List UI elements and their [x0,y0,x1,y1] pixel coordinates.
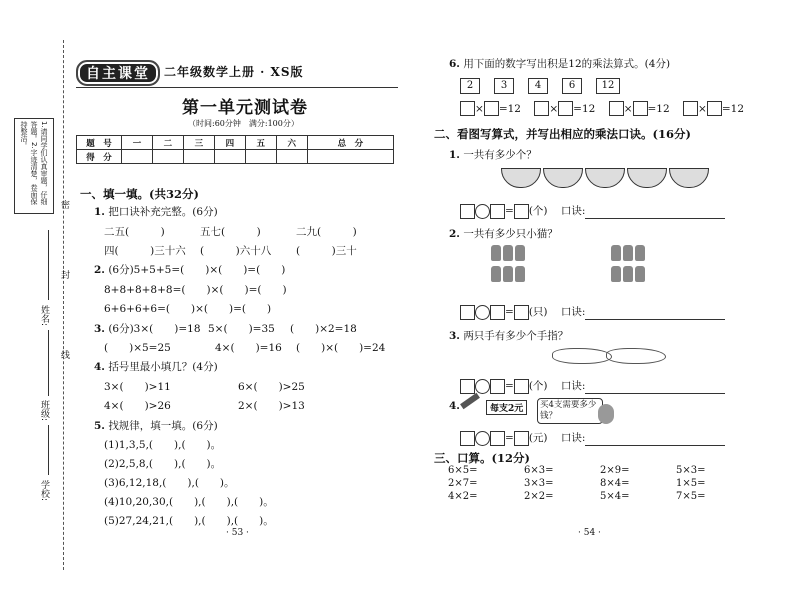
p1-heading [449,147,537,162]
number-card: 6 [562,78,582,94]
number-card: 2 [460,78,480,94]
score-header-cell: 四 [214,136,245,150]
class-label: 班级: [39,400,49,422]
p3-answer-row: = (个) 口诀: [460,378,725,394]
q3-item[interactable]: 5×( )=35 [208,323,275,335]
q6-heading [449,56,670,71]
p2-answer-row: = (只) 口诀: [460,304,725,320]
q4-num: 4. [94,361,105,373]
q5-line[interactable]: (4)10,20,30,( ),( ),( )。 [104,496,274,508]
calc-item[interactable]: 1×5= [676,478,706,489]
p4-answer-row: = (元) 口诀: [460,430,725,446]
eq-4[interactable]: × =12 [683,103,744,115]
score-header-cell: 题 号 [77,136,122,150]
koujue-line[interactable] [585,435,725,446]
q3-item[interactable]: ( )×( )=24 [296,342,386,354]
number-card: 4 [528,78,548,94]
p2-heading [449,226,558,241]
q5-text: 找规律，填一填。(6分) [108,420,218,432]
p4-num: 4. [449,400,460,412]
score-header-cell: 三 [183,136,214,150]
seal-char-2: 封 [59,270,69,279]
score-cell[interactable] [276,150,307,164]
page-number-left: · 53 · [226,528,249,538]
class-line[interactable] [48,330,49,396]
q3-num: 3. [94,323,105,335]
q6-equations [460,101,744,116]
q2-line[interactable] [94,262,285,277]
koujue-line[interactable] [585,208,725,219]
q6-number-cards [460,78,634,94]
calc-item[interactable]: 7×5= [676,491,706,502]
q5-line[interactable]: (1)1,3,5,( ),( )。 [104,439,222,451]
cats-group-1 [490,244,550,286]
q1-item[interactable]: ( )三十 [296,245,357,257]
brand-logo: 自主课堂 [76,60,160,86]
cat-icon [491,245,501,261]
q4-text: 括号里最小填几？(4分) [108,361,218,373]
q4-heading [94,359,218,374]
q5-line[interactable]: (2)2,5,8,( ),( )。 [104,458,222,470]
q1-heading [94,204,218,219]
p1-text: 一共有多少个？ [463,149,537,161]
time-info: （时间:60分钟 满分:100分） [188,119,299,128]
eq-1[interactable]: × =12 [460,103,521,115]
score-header-cell: 二 [152,136,183,150]
q2-num: 2. [94,264,105,276]
calc-item[interactable]: 5×4= [600,491,630,502]
mouse-character-icon [598,404,614,424]
q3-item[interactable]: ( )×5=25 [104,342,171,354]
page-number-right: · 54 · [578,528,601,538]
calc-item[interactable]: 3×3= [524,478,554,489]
score-row-label: 得 分 [77,150,122,164]
calc-item[interactable]: 5×3= [676,465,706,476]
p2-text: 一共有多少只小猫？ [463,228,558,240]
q4-item[interactable]: 4×( )>26 [104,400,171,412]
score-header-cell: 一 [122,136,153,150]
pen-icon [460,393,480,409]
q2-line-text: (6分)5+5+5=( )×( )=( ) [108,264,286,276]
score-table [76,135,394,164]
left-hand-icon [552,348,612,364]
q1-text: 把口诀补充完整。(6分) [108,206,218,218]
q1-item[interactable]: 二五( ) [104,226,165,238]
speech-bubble: 买4支需要多少钱？ [537,398,603,424]
cat-icon [611,245,621,261]
score-header-row [77,136,394,150]
q4-item[interactable]: 6×( )>25 [238,381,305,393]
calc-item[interactable]: 6×5= [448,465,478,476]
q1-item[interactable]: ( )六十八 [200,245,272,257]
koujue-line[interactable] [585,309,725,320]
p1-num: 1. [449,149,460,161]
q4-item[interactable]: 2×( )>13 [238,400,305,412]
q1-item[interactable]: 四( )三十六 [104,245,186,257]
calc-item[interactable]: 6×3= [524,465,554,476]
cat-icon [623,266,633,282]
school-line[interactable] [48,425,49,475]
right-hand-icon [606,348,666,364]
p1-answer-row: = (个) 口诀: [460,203,725,219]
cat-icon [515,266,525,282]
calc-item[interactable]: 2×9= [600,465,630,476]
calc-item[interactable]: 2×2= [524,491,554,502]
cat-icon [635,245,645,261]
score-cell[interactable] [307,150,393,164]
seal-char-1: 密 [59,200,69,209]
score-header-cell: 总 分 [307,136,393,150]
notice-box [14,118,54,214]
cat-icon [635,266,645,282]
p3-text: 两只手有多少个手指？ [463,330,569,342]
q2-line[interactable]: 8+8+8+8+8=( )×( )=( ) [104,284,287,296]
q5-line[interactable]: (3)6,12,18,( ),( )。 [104,477,235,489]
score-row [77,150,394,164]
q5-line[interactable]: (5)27,24,21,( ),( ),( )。 [104,515,274,527]
cat-icon [491,266,501,282]
header-rule [76,87,398,88]
score-cell[interactable] [122,150,153,164]
cat-icon [503,245,513,261]
bowl-icon [543,168,583,188]
p3-num: 3. [449,330,460,342]
q1-num: 1. [94,206,105,218]
q3-item[interactable]: 4×( )=16 [215,342,282,354]
section-3-title: 三、口算。(12分) [434,451,530,465]
bowl-icon [669,168,709,188]
notice-text: 1.请同学们认真审题，仔细答题。2.字迹清楚，卷面保持整洁。 [20,121,48,205]
cat-icon [515,245,525,261]
calc-item[interactable]: 8×4= [600,478,630,489]
eq-3[interactable]: × =12 [609,103,670,115]
score-cell[interactable] [152,150,183,164]
score-cell[interactable] [214,150,245,164]
q3-item[interactable] [94,321,201,336]
q5-num: 5. [94,420,105,432]
name-line[interactable] [48,230,49,300]
q6-text: 用下面的数字写出积是12的乘法算式。(4分) [463,58,671,70]
eq-2[interactable]: × =12 [534,103,595,115]
p2-num: 2. [449,228,460,240]
score-header-cell: 五 [245,136,276,150]
cat-icon [611,266,621,282]
calc-table [448,464,752,503]
bowl-icon [585,168,625,188]
q3-item-text: (6分)3×( )=18 [108,323,201,335]
bowl-icon [501,168,541,188]
section-2-title: 二、看图写算式，并写出相应的乘法口诀。(16分) [434,127,691,141]
bowl-icon [627,168,667,188]
score-header-cell: 六 [276,136,307,150]
cat-icon [623,245,633,261]
number-card: 3 [494,78,514,94]
seal-char-3: 线 [59,350,69,359]
bowls-image [500,168,710,191]
cats-group-2 [610,244,670,286]
q2-line[interactable]: 6+6+6+6=( )×( )=( ) [104,303,272,315]
q1-item[interactable]: 五七( ) [200,226,261,238]
score-cell[interactable] [183,150,214,164]
price-tag: 每支2元 [486,400,527,415]
koujue-line[interactable] [585,383,725,394]
book-subtitle: 二年级数学上册 · XS版 [164,65,304,79]
q4-item[interactable]: 3×( )>11 [104,381,171,393]
seal-line [63,40,64,570]
school-label: 学校: [39,480,49,502]
q5-heading [94,418,218,433]
q3-item[interactable]: ( )×2=18 [290,323,357,335]
p3-heading [449,328,568,343]
q6-num: 6. [449,58,460,70]
cat-icon [503,266,513,282]
calc-item[interactable]: 2×7= [448,478,478,489]
calc-item[interactable]: 4×2= [448,491,478,502]
section-1-title: 一、填一填。(共32分) [80,187,199,201]
score-cell[interactable] [245,150,276,164]
name-label: 姓名: [39,305,49,327]
q1-item[interactable]: 二九( ) [296,226,357,238]
page-title: 第一单元测试卷 [182,98,308,118]
number-card: 12 [596,78,620,94]
